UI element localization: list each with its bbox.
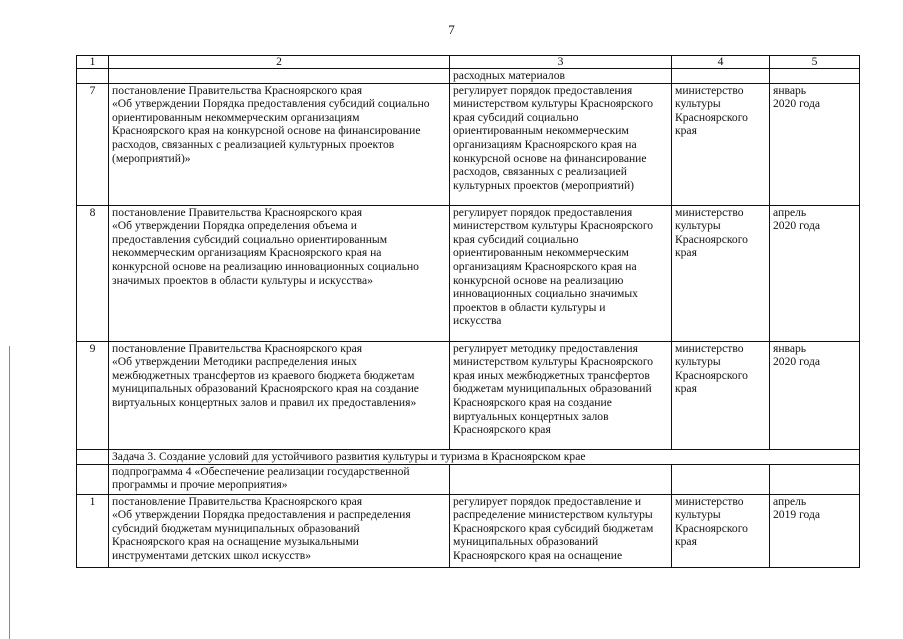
subprogram-empty-cell xyxy=(450,464,672,494)
deadline-cell: январь 2020 года xyxy=(770,83,860,205)
executor-cell xyxy=(672,69,770,84)
row-number xyxy=(77,69,109,84)
act-description-cell: регулирует методику предоставления министерством культуры Красноярского края иных межбюджетных трансфертов бюджетам муниципальных образований Красноярского края на создание виртуальных концертных залов Красноярского края xyxy=(450,341,672,449)
deadline-cell: январь 2020 года xyxy=(770,341,860,449)
table-row xyxy=(77,205,860,341)
subprogram-heading: подпрограмма 4 «Обеспечение реализации государственной программы и прочие мероприятия» xyxy=(109,464,450,494)
task-heading: Задача 3. Создание условий для устойчивого развития культуры и туризма в Красноярском крае xyxy=(109,449,860,464)
table-row xyxy=(77,83,860,205)
row-number: 1 xyxy=(77,494,109,567)
task-row xyxy=(77,449,860,464)
subprogram-empty-cell xyxy=(770,464,860,494)
row-number: 8 xyxy=(77,205,109,341)
task-number-cell xyxy=(77,449,109,464)
act-description-cell: расходных материалов xyxy=(450,69,672,84)
executor-cell: министерство культуры Красноярского края xyxy=(672,83,770,205)
subprogram-row xyxy=(77,464,860,494)
deadline-cell xyxy=(770,69,860,84)
act-description-cell: регулирует порядок предоставление и распределение министерством культуры Красноярского края субсидий бюджетам муниципальных образований Красноярского края на оснащение xyxy=(450,494,672,567)
deadline-cell: апрель 2019 года xyxy=(770,494,860,567)
executor-cell: министерство культуры Красноярского края xyxy=(672,205,770,341)
column-number-4: 4 xyxy=(672,56,770,69)
act-name-cell: постановление Правительства Красноярского края «Об утверждении Порядка предоставления и распределения субсидий бюджетам муниципальных образований Красноярского края на оснащение музыкальными инструментами детских школ искусств» xyxy=(109,494,450,567)
column-number-3: 3 xyxy=(450,56,672,69)
executor-cell: министерство культуры Красноярского края xyxy=(672,341,770,449)
scan-margin-line xyxy=(9,346,10,639)
column-number-5: 5 xyxy=(770,56,860,69)
row-number: 9 xyxy=(77,341,109,449)
subprogram-number-cell xyxy=(77,464,109,494)
act-name-cell: постановление Правительства Красноярского края «Об утверждении Порядка предоставления субсидий социально ориентированным некоммерческим организациям Красноярского края на конкурсной основе на финансирование расходов, связанных с реализацией культурных проектов (мероприятий)» xyxy=(109,83,450,205)
act-name-cell: постановление Правительства Красноярского края «Об утверждении Порядка определения объема и предоставления субсидий социально ориентированным некоммерческим организациям Красноярского края на конкурсной основе на реализацию инновационных социально значимых проектов в области культуры и искусства» xyxy=(109,205,450,341)
column-number-2: 2 xyxy=(109,56,450,69)
act-name-cell xyxy=(109,69,450,84)
page-number: 7 xyxy=(448,22,455,37)
executor-cell: министерство культуры Красноярского края xyxy=(672,494,770,567)
table-row-continuation xyxy=(77,69,860,84)
column-number-1: 1 xyxy=(77,56,109,69)
act-description-cell: регулирует порядок предоставления министерством культуры Красноярского края субсидий социально ориентированным некоммерческим организациям Красноярского края на конкурсной основе на реализацию инновационных социально значимых проектов в области культуры и искусства xyxy=(450,205,672,341)
table-row xyxy=(77,494,860,567)
column-number-row xyxy=(77,56,860,69)
row-number: 7 xyxy=(77,83,109,205)
subprogram-empty-cell xyxy=(672,464,770,494)
act-name-cell: постановление Правительства Красноярского края «Об утверждении Методики распределения иных межбюджетных трансфертов из краевого бюджета бюджетам муниципальных образований Красноярского края на создание виртуальных концертных залов и правил их предоставления» xyxy=(109,341,450,449)
deadline-cell: апрель 2020 года xyxy=(770,205,860,341)
table-row xyxy=(77,341,860,449)
legal-acts-table xyxy=(76,55,860,568)
act-description-cell: регулирует порядок предоставления министерством культуры Красноярского края субсидий социально ориентированным некоммерческим организациям Красноярского края на конкурсной основе на финансирование расходов, связанных с реализацией культурных проектов (мероприятий) xyxy=(450,83,672,205)
